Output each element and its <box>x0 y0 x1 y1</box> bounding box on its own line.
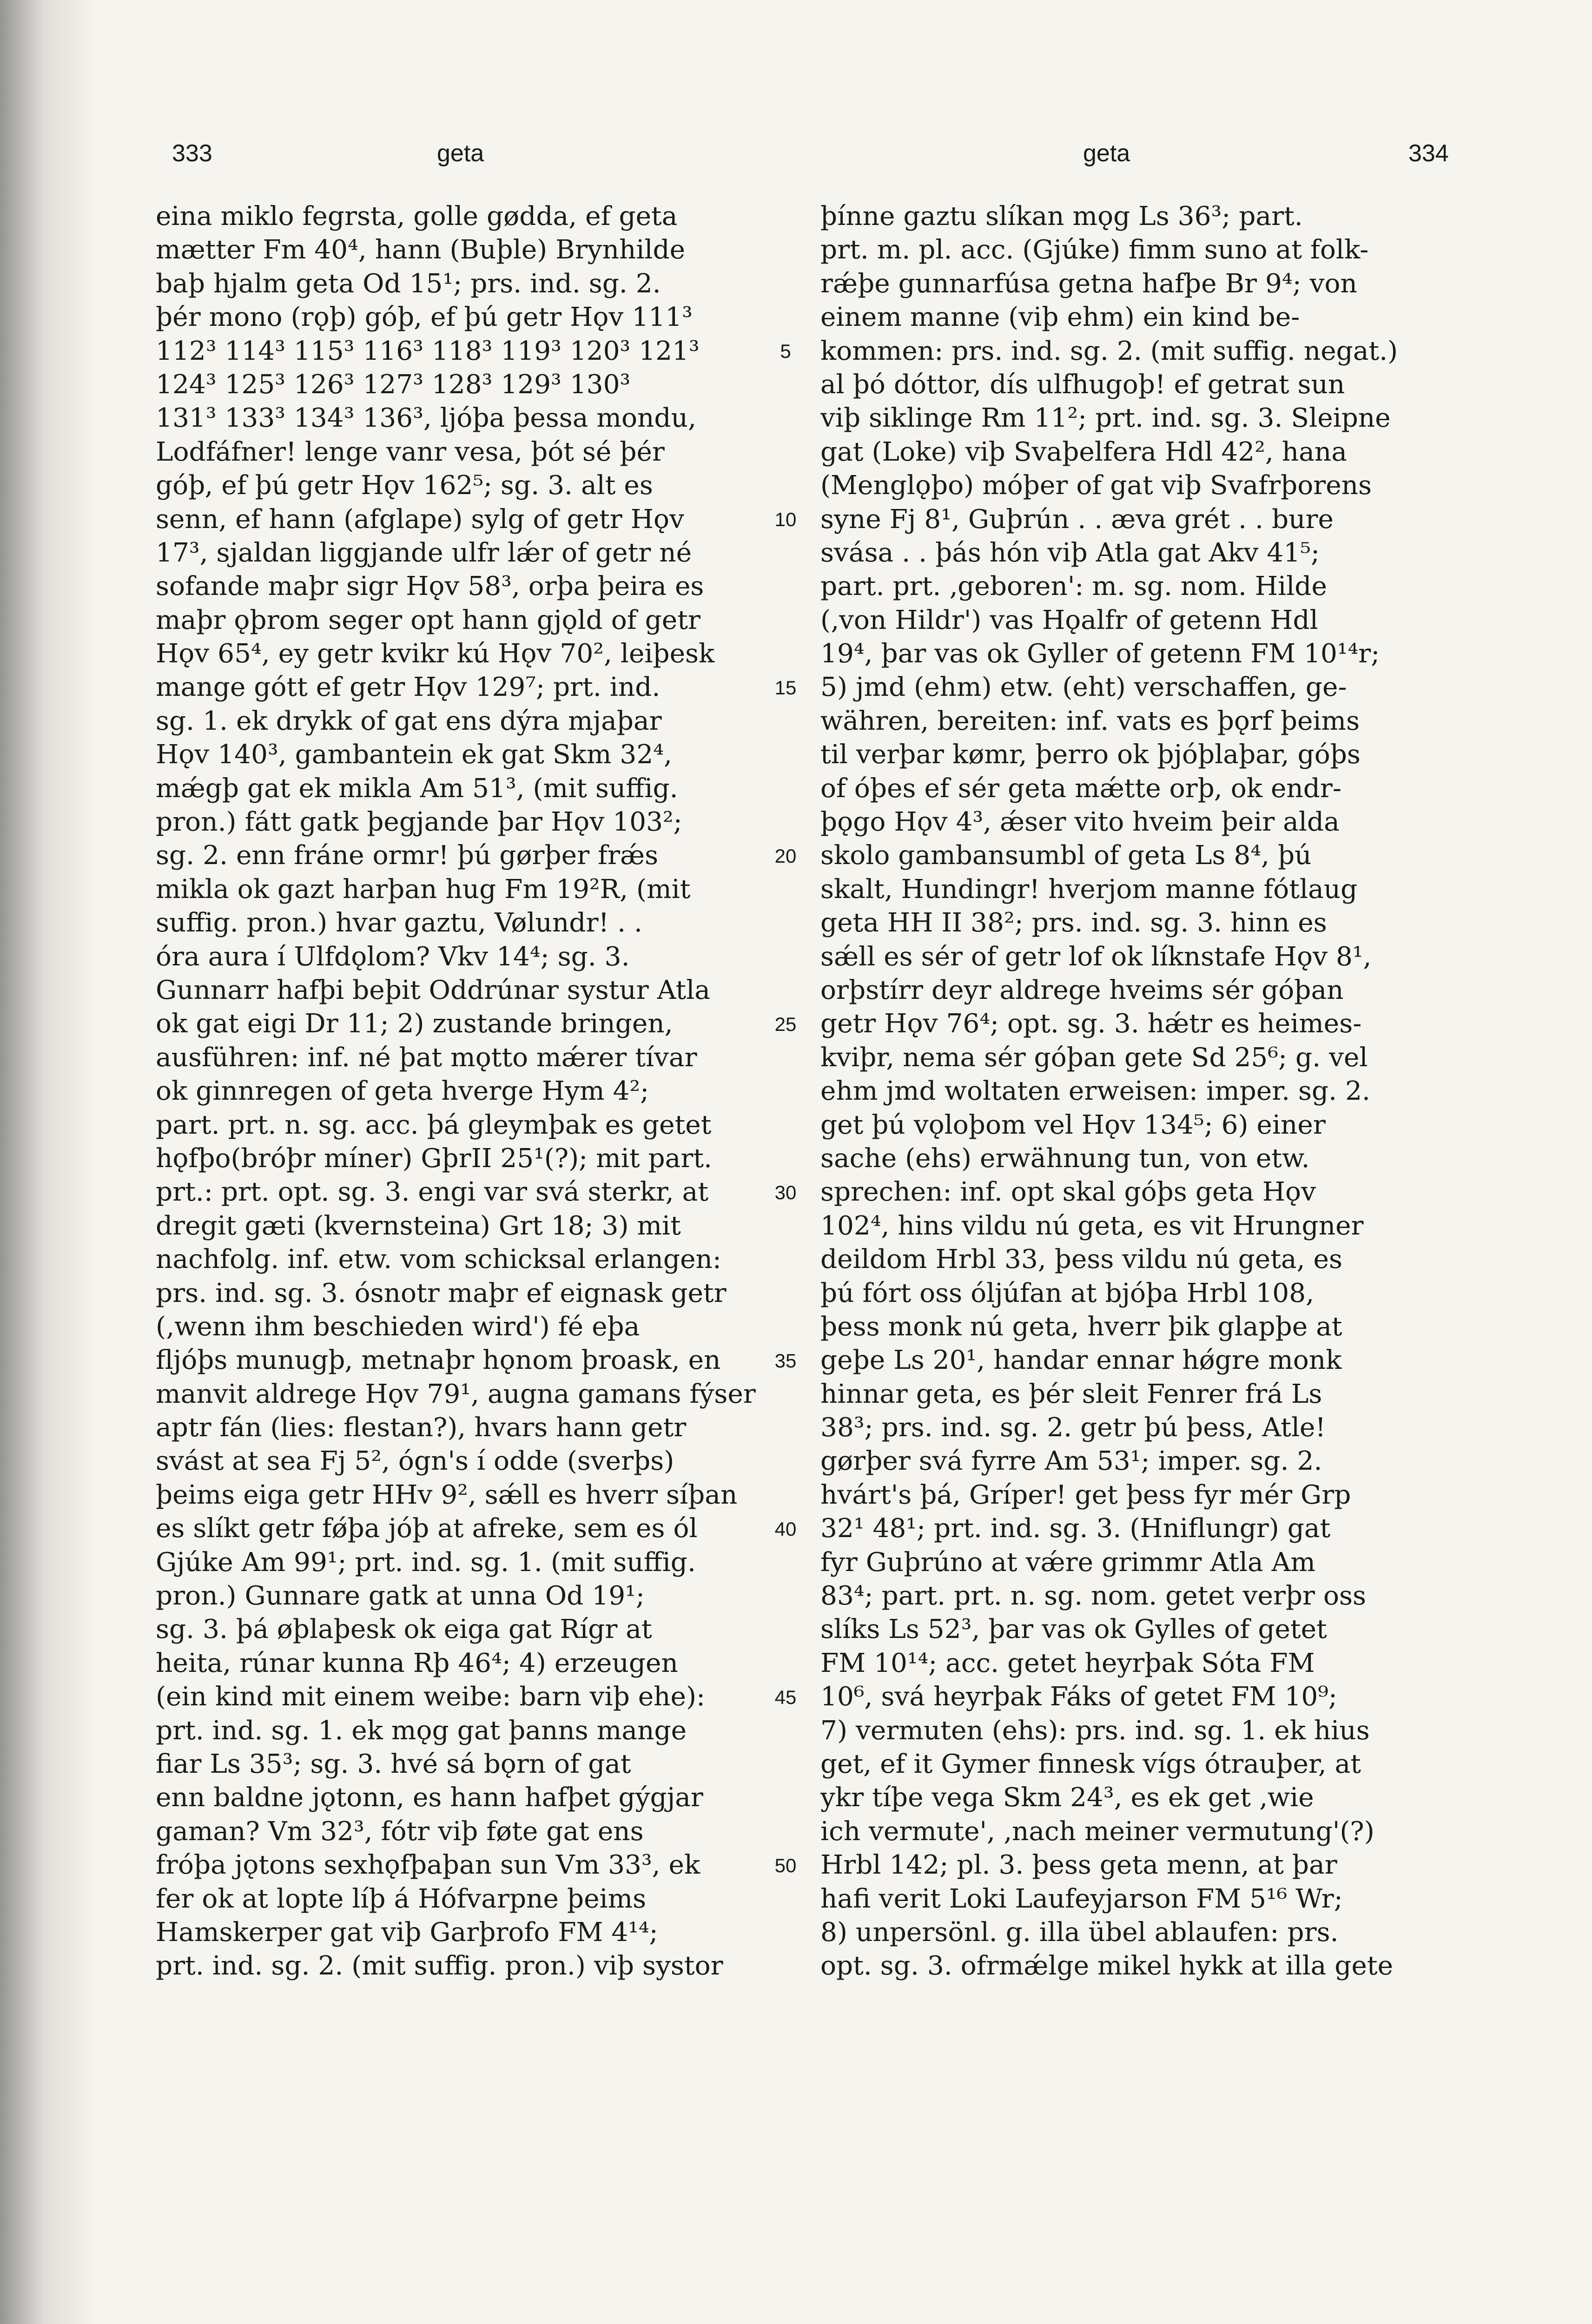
text-line: til verþar kømr, þerro ok þjóþlaþar, góþs <box>820 739 1361 770</box>
text-line: geþe Ls 20¹, handar ennar hǿgre monk <box>820 1345 1342 1376</box>
text-line: gat (Loke) viþ Svaþelfera Hdl 42², hana <box>820 436 1347 467</box>
text-line: syne Fj 8¹, Guþrún . . æva grét . . bure <box>820 504 1334 535</box>
text-line: dregit gæti (kvernsteina) Grt 18; 3) mit <box>156 1210 681 1241</box>
text-line: Hǫv 65⁴, ey getr kvikr kú Hǫv 70², leiþesk <box>156 639 715 669</box>
text-line: al þó dóttor, dís ulfhugoþ! ef getrat sun <box>820 369 1345 400</box>
text-line: óra aura í Ulfdǫlom? Vkv 14⁴; sg. 3. <box>156 941 630 972</box>
text-line: 83⁴; part. prt. n. sg. nom. getet verþr oss <box>820 1581 1367 1611</box>
running-header <box>0 139 1592 181</box>
text-line: prt. m. pl. acc. (Gjúke) fimm suno at folk- <box>820 235 1369 265</box>
text-line: ehm jmd woltaten erweisen: imper. sg. 2. <box>820 1076 1370 1107</box>
text-line: hinnar geta, es þér sleit Fenrer frá Ls <box>820 1379 1322 1409</box>
text-line: prt. ind. sg. 1. ek mǫg gat þanns mange <box>156 1715 687 1746</box>
text-line: 112³ 114³ 115³ 116³ 118³ 119³ 120³ 121³ <box>156 336 700 366</box>
line-number: 40 <box>774 1518 797 1540</box>
text-line: 19⁴, þar vas ok Gyller of getenn FM 10¹⁴r; <box>820 639 1380 669</box>
text-line: prs. ind. sg. 3. ósnotr maþr ef eignask getr <box>156 1278 727 1308</box>
text-line: 32¹ 48¹; prt. ind. sg. 3. (Hniflungr) gat <box>820 1513 1331 1544</box>
text-line: skalt, Hundingr! hverjom manne fótlaug <box>820 874 1358 905</box>
text-line: prt.: prt. opt. sg. 3. engi var svá sterkr, at <box>156 1177 709 1208</box>
text-line: geta HH II 38²; prs. ind. sg. 3. hinn es <box>820 908 1327 938</box>
text-line: Gjúke Am 99¹; prt. ind. sg. 1. (mit suffig. <box>156 1547 696 1578</box>
right-page-number: 334 <box>1408 140 1449 167</box>
text-line: 38³; prs. ind. sg. 2. getr þú þess, Atle! <box>820 1413 1326 1443</box>
text-line: sǽll es sér of getr lof ok líknstafe Hǫv 8¹, <box>820 941 1372 972</box>
text-line: 7) vermuten (ehs): prs. ind. sg. 1. ek hius <box>820 1715 1370 1746</box>
text-line: opt. sg. 3. ofrmǽlge mikel hykk at illa gete <box>820 1951 1394 1981</box>
text-line: aptr fán (lies: flestan?), hvars hann getr <box>156 1413 687 1443</box>
text-line: pron.) Gunnare gatk at unna Od 19¹; <box>156 1581 645 1611</box>
text-line: (‚von Hildr') vas Hǫalfr of getenn Hdl <box>820 605 1318 635</box>
line-number: 35 <box>774 1349 797 1372</box>
text-line: góþ, ef þú getr Hǫv 162⁵; sg. 3. alt es <box>156 470 653 501</box>
text-line: Hamskerper gat viþ Garþrofo FM 4¹⁴; <box>156 1917 658 1948</box>
text-line: mǽgþ gat ek mikla Am 51³, (mit suffig. <box>156 773 678 804</box>
text-line: (ein kind mit einem weibe: barn viþ ehe): <box>156 1682 706 1712</box>
text-line: Hǫv 140³, gambantein ek gat Skm 32⁴, <box>156 739 672 770</box>
text-line: mange gótt ef getr Hǫv 129⁷; prt. ind. <box>156 672 661 703</box>
text-line: part. prt. n. sg. acc. þá gleymþak es getet <box>156 1109 712 1140</box>
text-line: prt. ind. sg. 2. (mit suffig. pron.) viþ systor <box>156 1951 723 1981</box>
text-line: get, ef it Gymer finnesk vígs ótrauþer, at <box>820 1749 1361 1779</box>
text-line: ich vermute', ‚nach meiner vermutung'(?) <box>820 1816 1374 1847</box>
text-line: svása . . þás hón viþ Atla gat Akv 41⁵; <box>820 537 1320 568</box>
text-line: einem manne (viþ ehm) ein kind be- <box>820 302 1300 333</box>
text-line: manvit aldrege Hǫv 79¹, augna gamans fýser <box>156 1379 756 1409</box>
text-line: fiar Ls 35³; sg. 3. hvé sá bǫrn of gat <box>156 1749 631 1779</box>
line-number: 45 <box>774 1686 797 1708</box>
text-line: fyr Guþrúno at vǽre grimmr Atla Am <box>820 1547 1316 1578</box>
text-line: get þú vǫloþom vel Hǫv 134⁵; 6) einer <box>820 1109 1326 1140</box>
text-line: þǫgo Hǫv 4³, ǽser vito hveim þeir alda <box>820 807 1340 838</box>
line-number: 50 <box>774 1854 797 1876</box>
text-line: sofande maþr sigr Hǫv 58³, orþa þeira es <box>156 571 704 602</box>
text-line: þér mono (rǫþ) góþ, ef þú getr Hǫv 111³ <box>156 302 693 333</box>
text-line: es slíkt getr fǿþa jóþ at afreke, sem es ól <box>156 1513 698 1544</box>
text-line: sg. 3. þá øþlaþesk ok eiga gat Rígr at <box>156 1614 652 1645</box>
text-line: mikla ok gazt harþan hug Fm 19²R, (mit <box>156 874 691 905</box>
text-line: währen, bereiten: inf. vats es þǫrf þeims <box>820 706 1360 736</box>
text-line: fróþa jǫtons sexhǫfþaþan sun Vm 33³, ek <box>156 1850 700 1881</box>
text-line: svást at sea Fj 5², ógn's í odde (sverþs) <box>156 1446 674 1477</box>
right-text-column <box>820 200 1425 1983</box>
text-line: gaman? Vm 32³, fótr viþ føte gat ens <box>156 1816 644 1847</box>
text-line: ausführen: inf. né þat mǫtto mǽrer tívar <box>156 1042 697 1073</box>
text-line: sache (ehs) erwähnung tun, von etw. <box>820 1143 1310 1174</box>
text-line: of óþes ef sér geta mǽtte orþ, ok endr- <box>820 773 1342 804</box>
text-line: getr Hǫv 76⁴; opt. sg. 3. hǽtr es heimes- <box>820 1009 1362 1039</box>
text-line: FM 10¹⁴; acc. getet heyrþak Sóta FM <box>820 1648 1315 1678</box>
text-line: orþstírr deyr aldrege hveims sér góþan <box>820 975 1344 1005</box>
text-line: 8) unpersönl. g. illa übel ablaufen: prs. <box>820 1917 1339 1948</box>
text-line: fljóþs munugþ, metnaþr hǫnom þroask, en <box>156 1345 721 1376</box>
text-line: kommen: prs. ind. sg. 2. (mit suffig. negat.) <box>820 336 1398 366</box>
text-line: fer ok at lopte líþ á Hófvarpne þeims <box>156 1883 647 1914</box>
text-line: hǫfþo(bróþr míner) GþrII 25¹(?); mit part. <box>156 1143 713 1174</box>
text-line: gørþer svá fyrre Am 53¹; imper. sg. 2. <box>820 1446 1322 1477</box>
text-line: (Menglǫþo) móþer of gat viþ Svafrþorens <box>820 470 1372 501</box>
left-page-number: 333 <box>172 140 212 167</box>
text-line: ok ginnregen of geta hverge Hym 4²; <box>156 1076 649 1107</box>
text-line: senn, ef hann (afglape) sylg of getr Hǫv <box>156 504 684 535</box>
text-line: eina miklo fegrsta, golle gødda, ef geta <box>156 201 678 231</box>
text-line: 102⁴, hins vildu nú geta, es vit Hrungner <box>820 1210 1364 1241</box>
text-line: baþ hjalm geta Od 15¹; prs. ind. sg. 2. <box>156 268 661 299</box>
text-line: hafi verit Loki Laufeyjarson FM 5¹⁶ Wr; <box>820 1883 1343 1914</box>
text-line: mætter Fm 40⁴, hann (Buþle) Brynhilde <box>156 235 686 265</box>
text-line: Hrbl 142; pl. 3. þess geta menn, at þar <box>820 1850 1337 1881</box>
text-line: ok gat eigi Dr 11; 2) zustande bringen, <box>156 1009 673 1039</box>
text-line: 131³ 133³ 134³ 136³, ljóþa þessa mondu, <box>156 403 696 434</box>
line-number: 10 <box>774 508 797 530</box>
text-line: viþ siklinge Rm 11²; prt. ind. sg. 3. Sleipne <box>820 403 1391 434</box>
text-line: skolo gambansumbl of geta Ls 8⁴, þú <box>820 840 1312 871</box>
text-line: kviþr, nema sér góþan gete Sd 25⁶; g. vel <box>820 1042 1368 1073</box>
text-line: (‚wenn ihm beschieden wird') fé eþa <box>156 1311 640 1342</box>
line-number: 5 <box>780 340 791 362</box>
text-line: maþr ǫþrom seger opt hann gjǫld of getr <box>156 605 700 635</box>
text-line: ykr tíþe vega Skm 24³, es ek get ‚wie <box>820 1783 1314 1813</box>
text-line: heita, rúnar kunna Rþ 46⁴; 4) erzeugen <box>156 1648 678 1678</box>
line-number: 20 <box>774 845 797 867</box>
text-line: sg. 2. enn fráne ormr! þú gørþer frǽs <box>156 840 659 871</box>
line-number: 25 <box>774 1013 797 1035</box>
text-line: þú fórt oss óljúfan at bjóþa Hrbl 108, <box>820 1278 1315 1308</box>
text-line: rǽþe gunnarfúsa getna hafþe Br 9⁴; von <box>820 268 1357 299</box>
text-line: hvárt's þá, Gríper! get þess fyr mér Grp <box>820 1479 1351 1510</box>
text-line: deildom Hrbl 33, þess vildu nú geta, es <box>820 1244 1342 1275</box>
text-line: pron.) fátt gatk þegjande þar Hǫv 103²; <box>156 807 682 838</box>
text-line: Lodfáfner! lenge vanr vesa, þót sé þér <box>156 436 665 467</box>
left-text-column <box>156 200 760 1983</box>
page-edge-shadow <box>0 0 98 2324</box>
text-line: 124³ 125³ 126³ 127³ 128³ 129³ 130³ <box>156 369 631 400</box>
text-line: suffig. pron.) hvar gaztu, Vølundr! . . <box>156 908 643 938</box>
text-line: nachfolg. inf. etw. vom schicksal erlangen: <box>156 1244 721 1275</box>
text-line: 5) jmd (ehm) etw. (eht) verschaffen, ge- <box>820 672 1347 703</box>
right-running-headword: geta <box>1083 140 1130 167</box>
left-running-headword: geta <box>437 140 484 167</box>
text-line: part. prt. ‚geboren': m. sg. nom. Hilde <box>820 571 1327 602</box>
line-number: 15 <box>774 676 797 699</box>
text-line: þínne gaztu slíkan mǫg Ls 36³; part. <box>820 201 1303 231</box>
text-line: 17³, sjaldan liggjande ulfr lǽr of getr né <box>156 537 692 568</box>
text-line: þeims eiga getr HHv 9², sǽll es hverr síþan <box>156 1479 738 1510</box>
text-line: Gunnarr hafþi beþit Oddrúnar systur Atla <box>156 975 710 1005</box>
text-line: slíks Ls 52³, þar vas ok Gylles of getet <box>820 1614 1327 1645</box>
text-line: enn baldne jǫtonn, es hann hafþet gýgjar <box>156 1783 703 1813</box>
line-number: 30 <box>774 1181 797 1203</box>
text-line: sprechen: inf. opt skal góþs geta Hǫv <box>820 1177 1316 1208</box>
text-line: 10⁶, svá heyrþak Fáks of getet FM 10⁹; <box>820 1682 1337 1712</box>
text-line: sg. 1. ek drykk of gat ens dýra mjaþar <box>156 706 662 736</box>
text-line: þess monk nú geta, hverr þik glapþe at <box>820 1311 1342 1342</box>
